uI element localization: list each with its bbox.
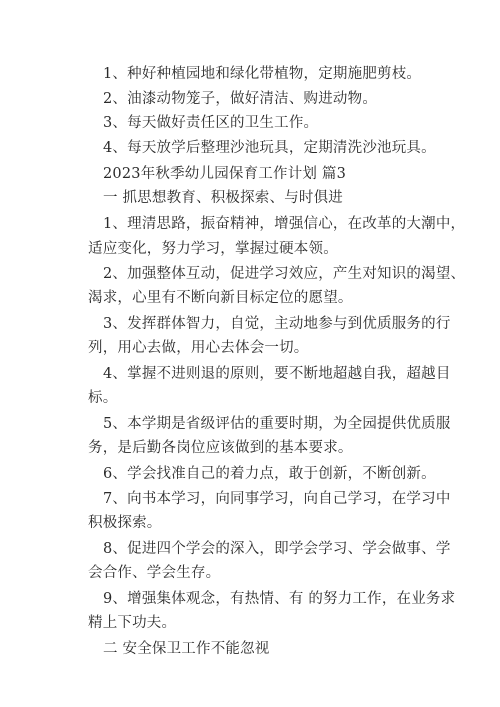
paragraph-line: 4、掌握不进则退的原则，要不断地超越自我，超越目 (103, 366, 451, 382)
paragraph-line: 精上下功夫。 (88, 615, 177, 631)
section-heading: 一 抓思想教育、积极探索、与时俱进 (103, 190, 344, 206)
paragraph-line: 适应变化，努力学习，掌握过硬本领。 (88, 241, 338, 257)
paragraph-line: 2、加强整体互动，促进学习效应，产生对知识的渴望、 (103, 266, 466, 282)
list-item: 1、种好种植园地和绿化带植物，定期施肥剪枝。 (103, 66, 422, 82)
list-item: 4、每天放学后整理沙池玩具，定期清洗沙池玩具。 (103, 140, 436, 156)
section-heading: 二 安全保卫工作不能忽视 (103, 641, 270, 657)
paragraph-line: 7、向书本学习，向同事学习，向自己学习，在学习中 (103, 491, 451, 507)
paragraph-line: 标。 (88, 390, 118, 406)
paragraph-line: 5、本学期是省级评估的重要时期，为全园提供优质服 (103, 416, 451, 432)
paragraph-line: 1、理清思路，振奋精神，增强信心，在改革的大潮中， (103, 216, 466, 232)
paragraph-line: 务，是后勤各岗位应该做到的基本要求。 (88, 440, 353, 456)
paragraph-line: 积极探索。 (88, 515, 162, 531)
paragraph-line: 渴求，心里有不断向新目标定位的愿望。 (88, 290, 353, 306)
paragraph-line: 3、发挥群体智力，自觉，主动地参与到优质服务的行 (103, 316, 451, 332)
paragraph-line: 列，用心去做，用心去体会一切。 (88, 340, 309, 356)
paragraph-line: 8、促进四个学会的深入，即学会学习、学会做事、学 (103, 541, 451, 557)
section-title: 2023年秋季幼儿园保育工作计划 篇3 (103, 166, 347, 182)
paragraph-line: 9、增强集体观念，有热情、有 的努力工作，在业务求 (103, 591, 456, 607)
paragraph-line: 会合作、学会生存。 (88, 565, 221, 581)
paragraph-line: 6、学会找准自己的着力点，敢于创新，不断创新。 (103, 466, 436, 482)
list-item: 3、每天做好责任区的卫生工作。 (103, 115, 319, 131)
list-item: 2、油漆动物笼子，做好清洁、购进动物。 (103, 91, 378, 107)
